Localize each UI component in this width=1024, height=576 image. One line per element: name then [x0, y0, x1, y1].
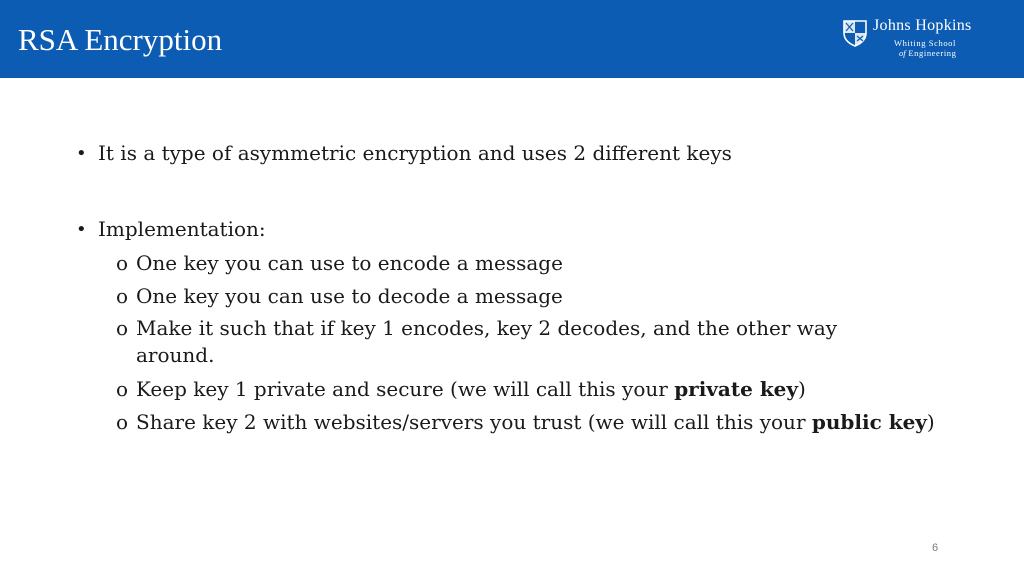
- sub-bullet-marker: o: [116, 377, 129, 401]
- sub-bullet-text-part: ): [798, 377, 806, 401]
- sub-bullet-marker: o: [116, 251, 129, 275]
- logo-subtitle-line1: Whiting School: [894, 38, 956, 48]
- sub-bullet-text: [136, 409, 956, 436]
- bullet-text: It is a type of asymmetric encryption and uses 2 different keys: [98, 141, 732, 165]
- public-key-term: public key: [811, 410, 927, 434]
- bullet-marker: •: [76, 143, 87, 164]
- slide-title: RSA Encryption: [18, 22, 223, 57]
- sub-bullet-marker: o: [116, 410, 129, 434]
- sub-bullet-text: [136, 376, 956, 403]
- logo-name: Johns Hopkins: [873, 17, 972, 34]
- logo-subtitle-engineering: Engineering: [908, 48, 957, 58]
- bullet-marker: •: [76, 219, 87, 240]
- logo-subtitle-of: of: [899, 48, 906, 58]
- sub-bullet-text: Make it such that if key 1 encodes, key 2 decodes, and the other way around.: [136, 316, 838, 367]
- sub-bullet-text-part: Keep key 1 private and secure (we will call this your: [136, 377, 675, 401]
- sub-bullet-marker: o: [116, 284, 129, 308]
- sub-bullet-marker: o: [116, 316, 129, 340]
- sub-bullet-text-part: Share key 2 with websites/servers you trust (we will call this your: [136, 410, 812, 434]
- bullet-text: Implementation:: [98, 217, 266, 241]
- sub-bullet-text-part: ): [926, 410, 935, 434]
- sub-bullet-text: One key you can use to encode a message: [136, 251, 563, 275]
- private-key-term: private key: [674, 377, 799, 401]
- page-number: 6: [932, 542, 939, 554]
- sub-bullet-text: One key you can use to decode a message: [136, 284, 563, 308]
